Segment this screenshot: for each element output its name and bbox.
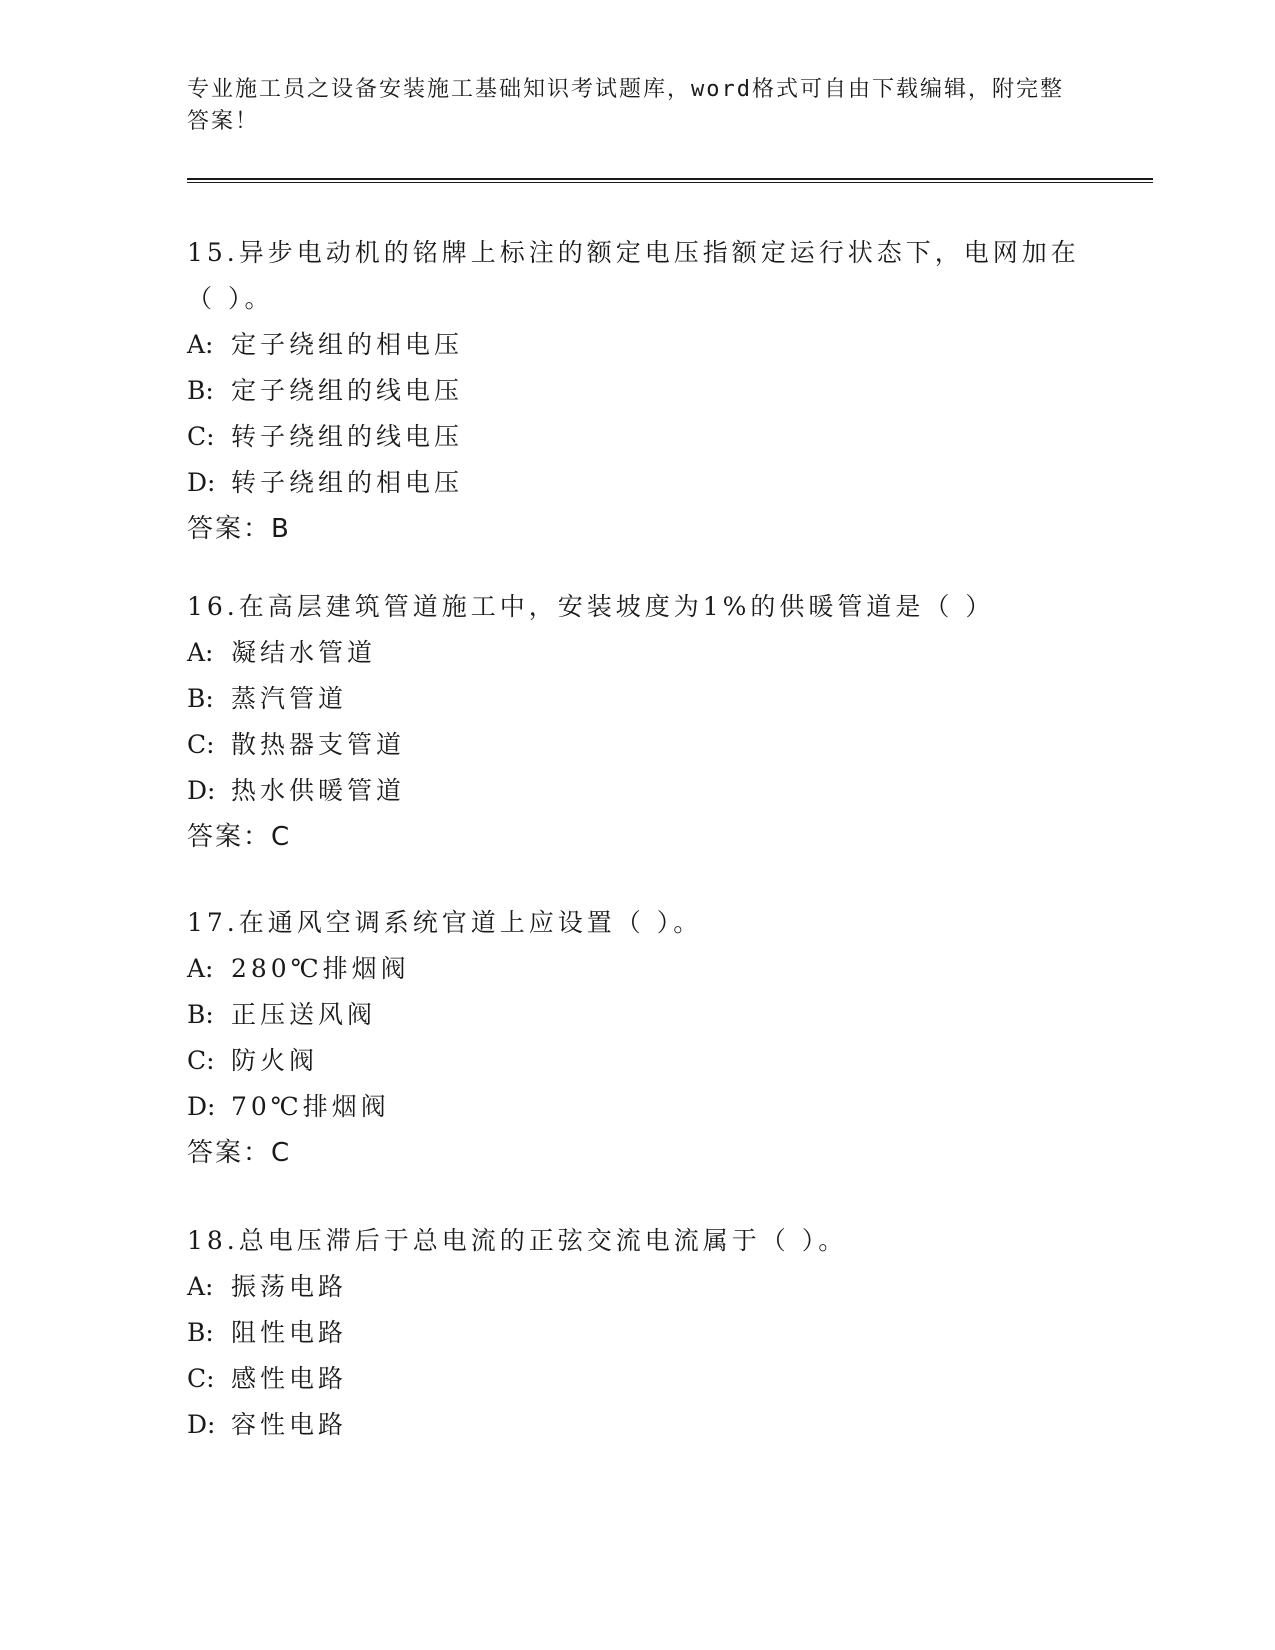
option-letter: C: [187, 1046, 215, 1075]
option-letter: C: [187, 730, 215, 759]
option-text: 振荡电路 [231, 1272, 348, 1301]
option-letter: B: [187, 684, 214, 713]
header-divider-thick [187, 178, 1153, 180]
question-stem: 16.在高层建筑管道施工中，安装坡度为1%的供暖管道是（ ） [187, 592, 995, 621]
option-letter: D: [187, 468, 216, 497]
option-letter: B: [187, 1000, 214, 1029]
question-stem: 17.在通风空调系统官道上应设置（ ）。 [187, 908, 703, 937]
option-text: 70℃排烟阀 [231, 1092, 390, 1121]
option-d [187, 1084, 1087, 1130]
option-text: 转子绕组的相电压 [231, 468, 464, 497]
option-c [187, 1356, 1087, 1402]
question-17 [187, 900, 1087, 1176]
option-letter: C: [187, 422, 215, 451]
option-letter: C: [187, 1364, 215, 1393]
option-b [187, 676, 1087, 722]
option-text: 阻性电路 [231, 1318, 348, 1347]
option-letter: D: [187, 776, 216, 805]
option-text: 定子绕组的相电压 [231, 330, 464, 359]
option-b [187, 992, 1087, 1038]
option-c [187, 722, 1087, 768]
option-letter: D: [187, 1410, 216, 1439]
option-text: 凝结水管道 [231, 638, 377, 667]
option-text: 感性电路 [231, 1364, 348, 1393]
question-stem: 15.异步电动机的铭牌上标注的额定电压指额定运行状态下，电网加在（ ）。 [187, 238, 1080, 313]
option-c [187, 414, 1087, 460]
answer-line: 答案：C [187, 822, 292, 852]
question-16 [187, 584, 1087, 860]
option-d [187, 1402, 1087, 1448]
option-text: 正压送风阀 [231, 1000, 377, 1029]
option-d [187, 768, 1087, 814]
option-letter: B: [187, 1318, 214, 1347]
option-text: 热水供暖管道 [231, 776, 406, 805]
option-a [187, 946, 1087, 992]
option-letter: A: [187, 1272, 214, 1301]
option-letter: A: [187, 638, 214, 667]
answer-line: 答案：B [187, 514, 291, 544]
option-text: 蒸汽管道 [231, 684, 348, 713]
option-text: 防火阀 [231, 1046, 319, 1075]
option-letter: D: [187, 1092, 216, 1121]
option-text: 280℃排烟阀 [231, 954, 410, 983]
question-15 [187, 230, 1087, 552]
question-stem: 18.总电压滞后于总电流的正弦交流电流属于（ ）。 [187, 1226, 848, 1255]
answer-line: 答案：C [187, 1138, 292, 1168]
option-letter: B: [187, 376, 214, 405]
option-d [187, 460, 1087, 506]
option-text: 转子绕组的线电压 [231, 422, 464, 451]
header-divider-thin [187, 182, 1153, 183]
question-18 [187, 1218, 1087, 1448]
option-text: 定子绕组的线电压 [231, 376, 464, 405]
option-a [187, 322, 1087, 368]
option-letter: A: [187, 330, 214, 359]
option-b [187, 368, 1087, 414]
option-text: 容性电路 [231, 1410, 348, 1439]
option-text: 散热器支管道 [231, 730, 406, 759]
option-a [187, 630, 1087, 676]
document-header: 专业施工员之设备安装施工基础知识考试题库，word格式可自由下载编辑，附完整答案！ [187, 77, 1064, 134]
option-letter: A: [187, 954, 214, 983]
option-b [187, 1310, 1087, 1356]
option-a [187, 1264, 1087, 1310]
option-c [187, 1038, 1087, 1084]
